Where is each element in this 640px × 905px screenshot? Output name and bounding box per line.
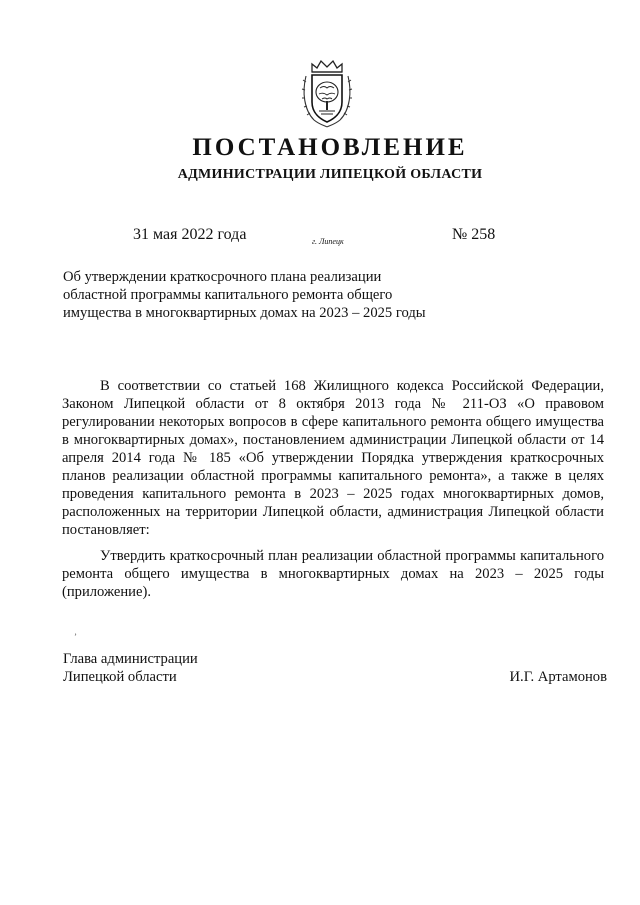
document-issuer: АДМИНИСТРАЦИИ ЛИПЕЦКОЙ ОБЛАСТИ: [177, 167, 483, 182]
document-title: ПОСТАНОВЛЕНИЕ: [192, 134, 468, 161]
document-number: № 258: [452, 226, 496, 243]
subject-line: Об утверждении краткосрочного плана реализации: [63, 269, 382, 285]
signatory-position-line: Липецкой области: [63, 669, 177, 685]
subject-line: имущества в многоквартирных домах на 2023 – 2025 годы: [63, 305, 426, 321]
subject-line: областной программы капитального ремонта общего: [63, 287, 393, 303]
signatory-name: И.Г. Артамонов: [509, 669, 607, 685]
lipetsk-coat-of-arms-icon: [300, 58, 354, 128]
body-paragraph-preamble: В соответствии со статьей 168 Жилищного кодекса Российской Федерации, Законом Липецкой области от 8 октября 2013 года № 211-ОЗ «О правовом регулировании некоторых вопросов в сфере капитального ремонта общего имущества в многоквартирных домах», постановлением администрации Липецкой области от 14 апреля 2014 года № 185 «Об утверждении Порядка утверждения краткосрочных планов реализации областной программы капитального ремонта», а также в целях проведения капитального ремонта в 2023 – 2025 годах многоквартирных домов, расположенных на территории Липецкой области, администрация Липецкой области постановляет:: [62, 378, 604, 538]
signatory-position-line: Глава администрации: [63, 651, 198, 667]
body-paragraph-resolution: Утвердить краткосрочный план реализации областной программы капитального ремонта общего имущества в многоквартирных домах на 2023 – 2025 годы (приложение).: [62, 548, 604, 600]
signatory-position: [63, 650, 198, 686]
document-body: [62, 377, 604, 601]
document-subject: [63, 268, 463, 322]
document-date: 31 мая 2022 года: [133, 226, 247, 243]
document-city: г. Липецк: [312, 237, 344, 246]
scan-mark: ʼ: [74, 632, 77, 642]
